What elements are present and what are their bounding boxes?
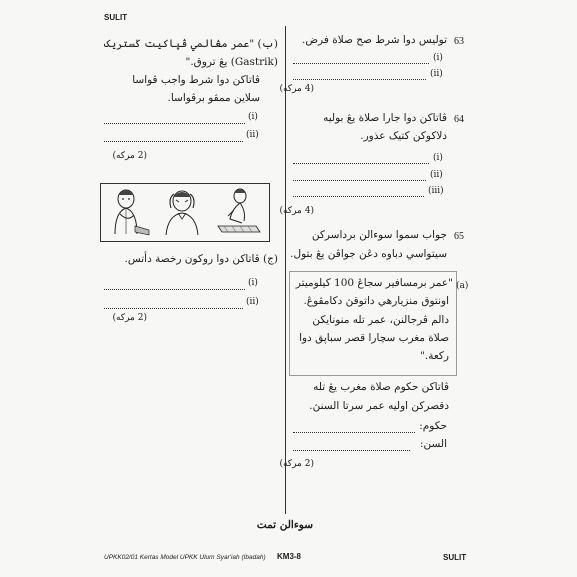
q63-i: (i) [433,53,443,63]
footer-page-code: KM3-8 [277,552,302,561]
part-b-line2: (Gastrik) يڠ تروق." [185,56,278,68]
part-b-line1: (ب) "عمر مڠالمي ڤڽاکيت ݢستريک [103,38,278,50]
situation-line1: "عمر برمسافير سجاڠ 100 کيلوميتر [295,277,453,289]
answer-line [293,79,426,80]
q63-ii: (ii) [430,69,443,79]
q64-i: (i) [433,153,443,163]
q65-text-line1: جواب سموا سوءالن برداسرکن [311,229,447,241]
q64-text-line2: دلاکوکن کتيک عذور. [360,130,447,142]
hukum-label: حکوم: [419,420,447,432]
q64-text-line1: ڤاتاکن دوا جارا صلاة يڠ بوليه [323,112,447,124]
q65-question-line1: ڤاتاکن حکوم صلاة مغرب يڠ تله [313,381,449,393]
answer-line [104,308,243,309]
answer-line [293,180,426,181]
q63-marks: (4 مرکه) [279,84,314,94]
part-c-i: (i) [248,278,258,288]
situation-line4: صلاة مغرب سچارا قصر سباڽق دوا [299,332,449,344]
header-sulit: SULIT [104,13,128,22]
column-divider [285,26,286,514]
q63-number: 63 [454,36,464,47]
q65-question-line2: دقصرکن اوليه عمر سرتا السنڽ. [309,400,449,412]
end-of-questions: سوءالن تمت [256,519,313,531]
q65-number: 65 [454,231,464,242]
situation-line5: رکعة." [420,350,449,362]
answer-line [104,123,245,124]
sunnah-label: السن: [419,438,447,450]
part-c-ii: (ii) [246,297,259,307]
footer-sulit: SULIT [443,553,467,562]
part-c-line1: (ج) ڤاتاکن دوا روکون رخصة دأتس. [124,253,278,265]
answer-line [293,163,429,164]
praying-man-illustration [214,186,262,236]
q63-text: تولیس دوا شرط صح صلاة فرض. [302,34,447,46]
dizzy-man-illustration [160,186,204,236]
sick-boy-illustration [108,186,152,236]
q65-part-label: (a) [456,281,469,291]
answer-line [293,63,429,64]
part-c-marks: (2 مرکه) [112,313,147,323]
q64-marks: (4 مرکه) [279,206,314,216]
part-b-i: (i) [248,112,258,122]
footer-title: UPKK02/01 Kertas Model UPKK Ulum Syar'iah (Ibadah) [104,554,266,561]
answer-line [293,196,424,197]
part-b-marks: (2 مرکه) [112,151,147,161]
situation-line2: اونتوق منزيارهي داتوقڽ دکامڤوڠ. [303,295,449,307]
q64-iii: (iii) [428,186,444,196]
answer-line [104,289,245,290]
q64-ii: (ii) [430,170,443,180]
part-b-ii: (ii) [246,130,259,140]
part-b-line3: ڤاتاکن دوا شرط واجب ڤواسا [132,74,260,86]
situation-line3: دالم ڤرجالنن، عمر تله منونايکن [312,314,449,326]
answer-line [104,141,243,142]
answer-line [293,432,415,433]
part-b-line4: سلاين ممڤو برڤواسا. [167,92,260,104]
q64-number: 64 [454,114,464,125]
q65-marks: (2 مرکه) [279,459,314,469]
answer-line [293,450,410,451]
q65-text-line2: سيتواسي دباوه دڠن جواڤن يڠ بتول. [290,248,447,260]
